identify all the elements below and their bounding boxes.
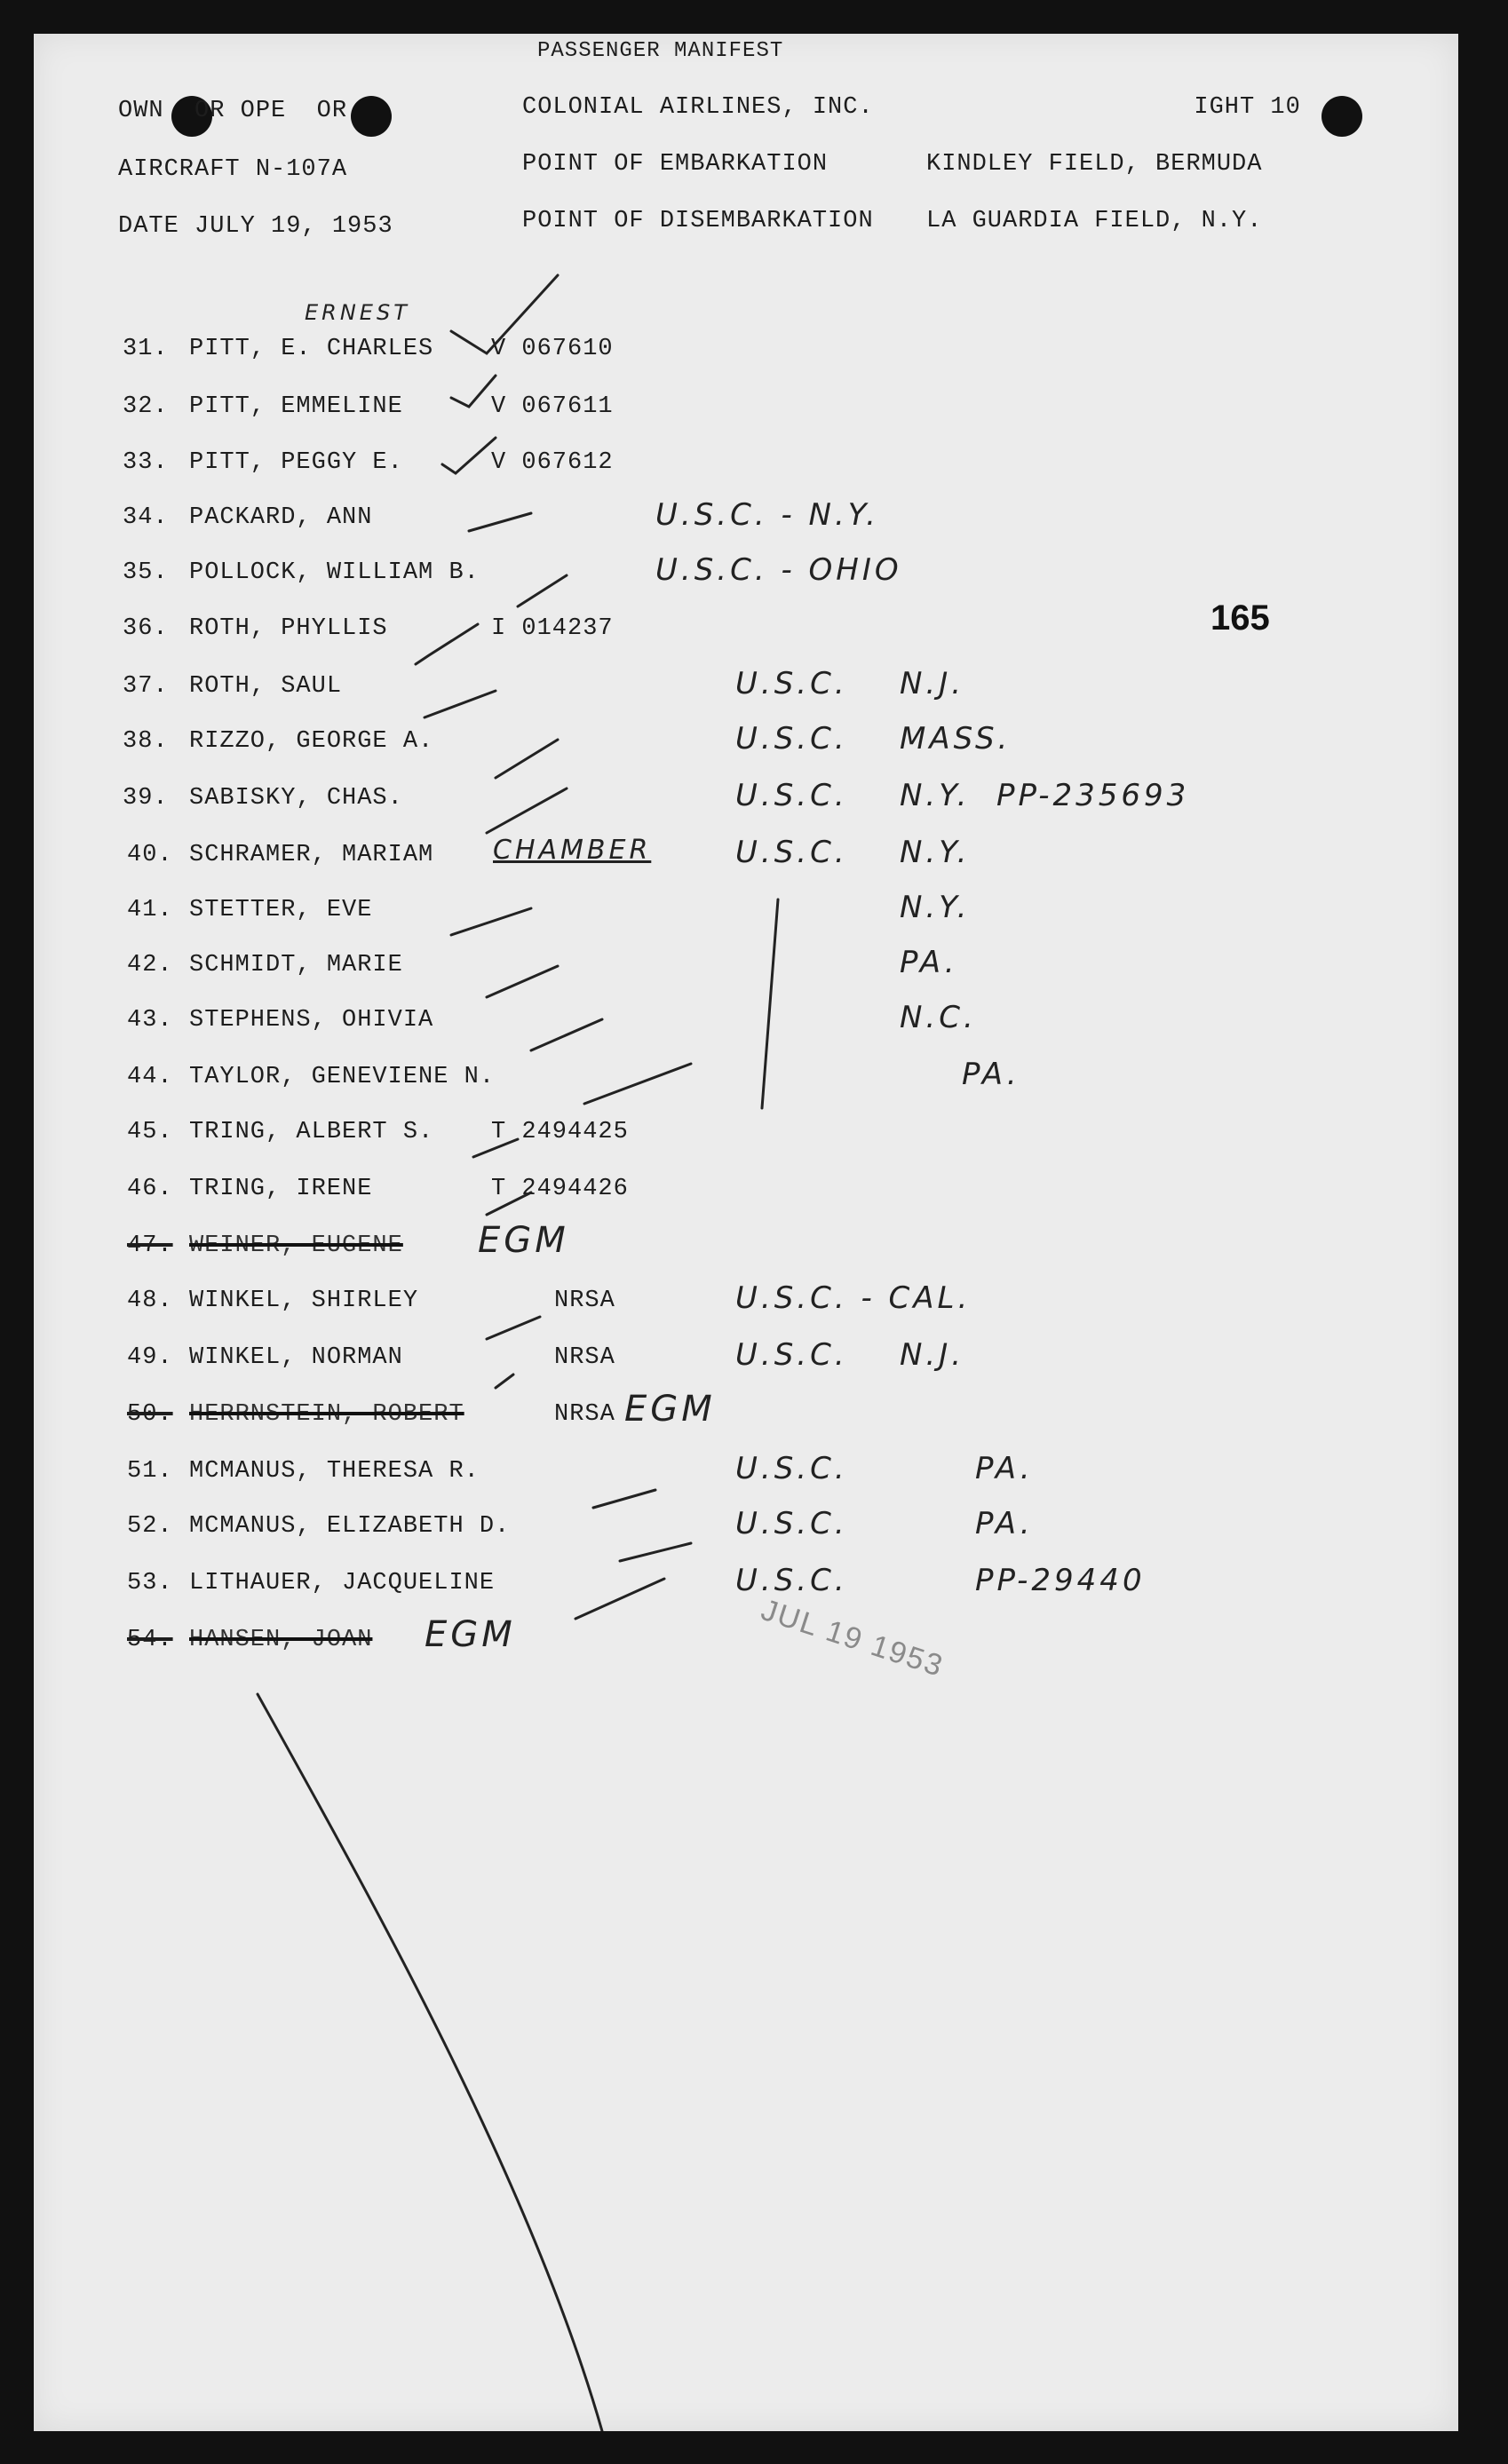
state-note: N.Y.	[900, 835, 971, 870]
initials-mark: EGM	[425, 1614, 516, 1655]
passenger-number: 32.	[123, 393, 169, 420]
passenger-number: 44.	[127, 1064, 173, 1090]
passenger-number: 48.	[127, 1287, 173, 1314]
passenger-number: 52.	[127, 1513, 173, 1540]
passenger-number: 35.	[123, 559, 169, 586]
passenger-name: LITHAUER, JACQUELINE	[189, 1570, 496, 1596]
citizenship-note: U.S.C.	[735, 835, 848, 870]
passenger-name: SCHMIDT, MARIE	[189, 952, 403, 978]
passenger-document: NRSA	[554, 1344, 615, 1371]
disembark-value: LA GUARDIA FIELD, N.Y.	[926, 208, 1263, 234]
state-note: N.Y. PP-235693	[900, 778, 1190, 813]
passenger-name: WINKEL, SHIRLEY	[189, 1287, 419, 1314]
passenger-name: MCMANUS, THERESA R.	[189, 1458, 480, 1485]
passenger-name: SCHRAMER, MARIAM	[189, 842, 434, 868]
passenger-document: T 2494426	[491, 1176, 629, 1202]
state-note: N.C.	[900, 1000, 977, 1035]
state-note: PP-29440	[975, 1563, 1146, 1598]
passenger-name: WINKEL, NORMAN	[189, 1344, 403, 1371]
passenger-document: I 014237	[491, 615, 614, 642]
passenger-number: 50.	[127, 1401, 173, 1428]
citizenship-note: U.S.C.	[735, 1506, 848, 1541]
flight-number: IGHT 10	[1163, 94, 1301, 121]
citizenship-note: U.S.C. - N.Y.	[655, 497, 879, 533]
passenger-number: 53.	[127, 1570, 173, 1596]
passenger-name: POLLOCK, WILLIAM B.	[189, 559, 480, 586]
pen-marks	[34, 34, 1458, 2431]
passenger-name: WEINER, EUGENE	[189, 1232, 403, 1259]
aircraft-label: AIRCRAFT N-107A	[118, 156, 348, 183]
date-label: DATE JULY 19, 1953	[118, 213, 393, 240]
passenger-number: 37.	[123, 673, 169, 700]
passenger-number: 40.	[127, 842, 173, 868]
citizenship-note: U.S.C.	[735, 721, 848, 757]
passenger-document: NRSA	[554, 1287, 615, 1314]
disembark-label: POINT OF DISEMBARKATION	[522, 208, 874, 234]
passenger-name: STETTER, EVE	[189, 897, 373, 923]
state-note: PA.	[975, 1451, 1034, 1486]
citizenship-note: U.S.C.	[735, 778, 848, 813]
initials-mark: EGM	[478, 1220, 569, 1261]
manifest-title: PASSENGER MANIFEST	[537, 39, 784, 63]
citizenship-note: U.S.C.	[735, 1337, 848, 1373]
passenger-number: 31.	[123, 336, 169, 362]
passenger-name: RIZZO, GEORGE A.	[189, 728, 434, 755]
passenger-name: HANSEN, JOAN	[189, 1627, 373, 1653]
passenger-number: 41.	[127, 897, 173, 923]
owner-label: OWN OR OPE OR	[118, 98, 348, 124]
passenger-name: MCMANUS, ELIZABETH D.	[189, 1513, 511, 1540]
state-note: N.J.	[900, 1337, 965, 1373]
airline-name: COLONIAL AIRLINES, INC.	[522, 94, 874, 121]
passenger-number: 39.	[123, 785, 169, 812]
initials-mark: EGM	[624, 1389, 716, 1430]
passenger-document: CHAMBER	[493, 835, 652, 866]
passenger-name: HERRNSTEIN, ROBERT	[189, 1401, 464, 1428]
passenger-number: 46.	[127, 1176, 173, 1202]
citizenship-note: U.S.C.	[735, 1563, 848, 1598]
passenger-number: 45.	[127, 1119, 173, 1145]
passenger-name: TAYLOR, GENEVIENE N.	[189, 1064, 496, 1090]
handwritten-ernest: ERNEST	[305, 300, 410, 325]
passenger-name: PITT, PEGGY E.	[189, 449, 403, 476]
passenger-number: 49.	[127, 1344, 173, 1371]
state-note: MASS.	[900, 721, 1012, 757]
passenger-name: ROTH, SAUL	[189, 673, 343, 700]
passenger-name: ROTH, PHYLLIS	[189, 615, 388, 642]
date-stamp: JUL 19 1953	[757, 1592, 948, 1684]
passenger-number: 51.	[127, 1458, 173, 1485]
citizenship-note: U.S.C. - CAL.	[735, 1280, 972, 1316]
passenger-name: STEPHENS, OHIVIA	[189, 1007, 434, 1034]
passenger-number: 43.	[127, 1007, 173, 1034]
state-note: PA.	[962, 1057, 1020, 1092]
state-note: PA.	[900, 945, 958, 980]
passenger-name: PITT, EMMELINE	[189, 393, 403, 420]
passenger-document: V 067610	[491, 336, 614, 362]
embark-value: KINDLEY FIELD, BERMUDA	[926, 151, 1263, 178]
citizenship-note: U.S.C.	[735, 1451, 848, 1486]
passenger-number: 47.	[127, 1232, 173, 1259]
state-note: N.Y.	[900, 890, 971, 925]
passenger-document: V 067611	[491, 393, 614, 420]
state-note: N.J.	[900, 666, 965, 701]
manifest-page	[34, 34, 1458, 2431]
page-number: 165	[1210, 598, 1270, 638]
passenger-number: 36.	[123, 615, 169, 642]
passenger-document: T 2494425	[491, 1119, 629, 1145]
passenger-name: SABISKY, CHAS.	[189, 785, 403, 812]
state-note: PA.	[975, 1506, 1034, 1541]
passenger-name: PACKARD, ANN	[189, 504, 373, 531]
passenger-number: 33.	[123, 449, 169, 476]
citizenship-note: U.S.C. - OHIO	[655, 552, 902, 588]
passenger-number: 38.	[123, 728, 169, 755]
passenger-number: 42.	[127, 952, 173, 978]
citizenship-note: U.S.C.	[735, 666, 848, 701]
passenger-name: PITT, E. CHARLES	[189, 336, 434, 362]
passenger-number: 34.	[123, 504, 169, 531]
passenger-name: TRING, ALBERT S.	[189, 1119, 434, 1145]
passenger-document: NRSA	[554, 1401, 615, 1428]
passenger-document: V 067612	[491, 449, 614, 476]
passenger-number: 54.	[127, 1627, 173, 1653]
passenger-name: TRING, IRENE	[189, 1176, 373, 1202]
embark-label: POINT OF EMBARKATION	[522, 151, 829, 178]
